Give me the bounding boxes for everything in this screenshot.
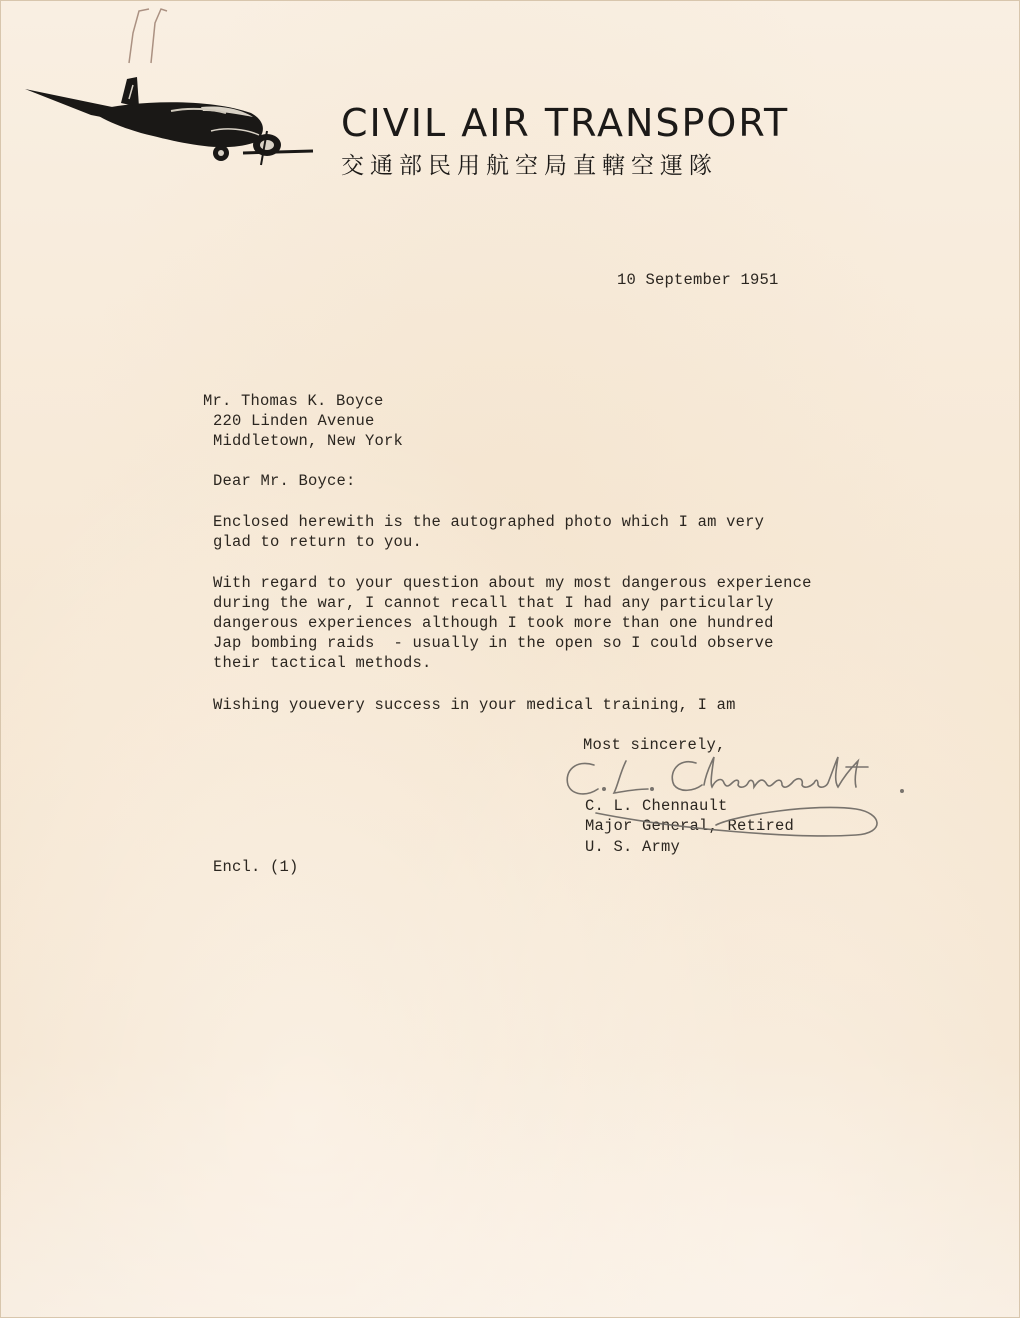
closing: Most sincerely, <box>583 736 726 754</box>
salutation: Dear Mr. Boyce: <box>213 472 356 490</box>
paragraph-line: glad to return to you. <box>213 533 423 551</box>
company-name-chinese: 交通部民用航空局直轄空運隊 <box>341 153 718 179</box>
signer-branch: U. S. Army <box>585 838 681 856</box>
airplane-icon <box>21 3 321 178</box>
company-name: CIVIL AIR TRANSPORT <box>341 101 790 145</box>
enclosure-note: Encl. (1) <box>213 858 299 876</box>
signer-name: C. L. Chennault <box>585 797 728 815</box>
signer-title: Major General, Retired <box>585 817 795 835</box>
paragraph-line: their tactical methods. <box>213 654 432 672</box>
recipient-street: 220 Linden Avenue <box>213 412 375 430</box>
closing-paragraph: Wishing youevery success in your medical training, I am <box>213 696 736 714</box>
recipient-city: Middletown, New York <box>213 432 404 450</box>
recipient-name: Mr. Thomas K. Boyce <box>203 392 384 410</box>
paragraph-line: Jap bombing raids - usually in the open so I could observe <box>213 634 774 652</box>
letter-date: 10 September 1951 <box>617 271 779 289</box>
handwritten-signature <box>556 743 936 853</box>
paragraph-line: Enclosed herewith is the autographed photo which I am very <box>213 513 765 531</box>
paragraph-line: With regard to your question about my most dangerous experience <box>213 574 812 592</box>
paragraph-line: dangerous experiences although I took more than one hundred <box>213 614 774 632</box>
paragraph-line: during the war, I cannot recall that I had any particularly <box>213 594 774 612</box>
